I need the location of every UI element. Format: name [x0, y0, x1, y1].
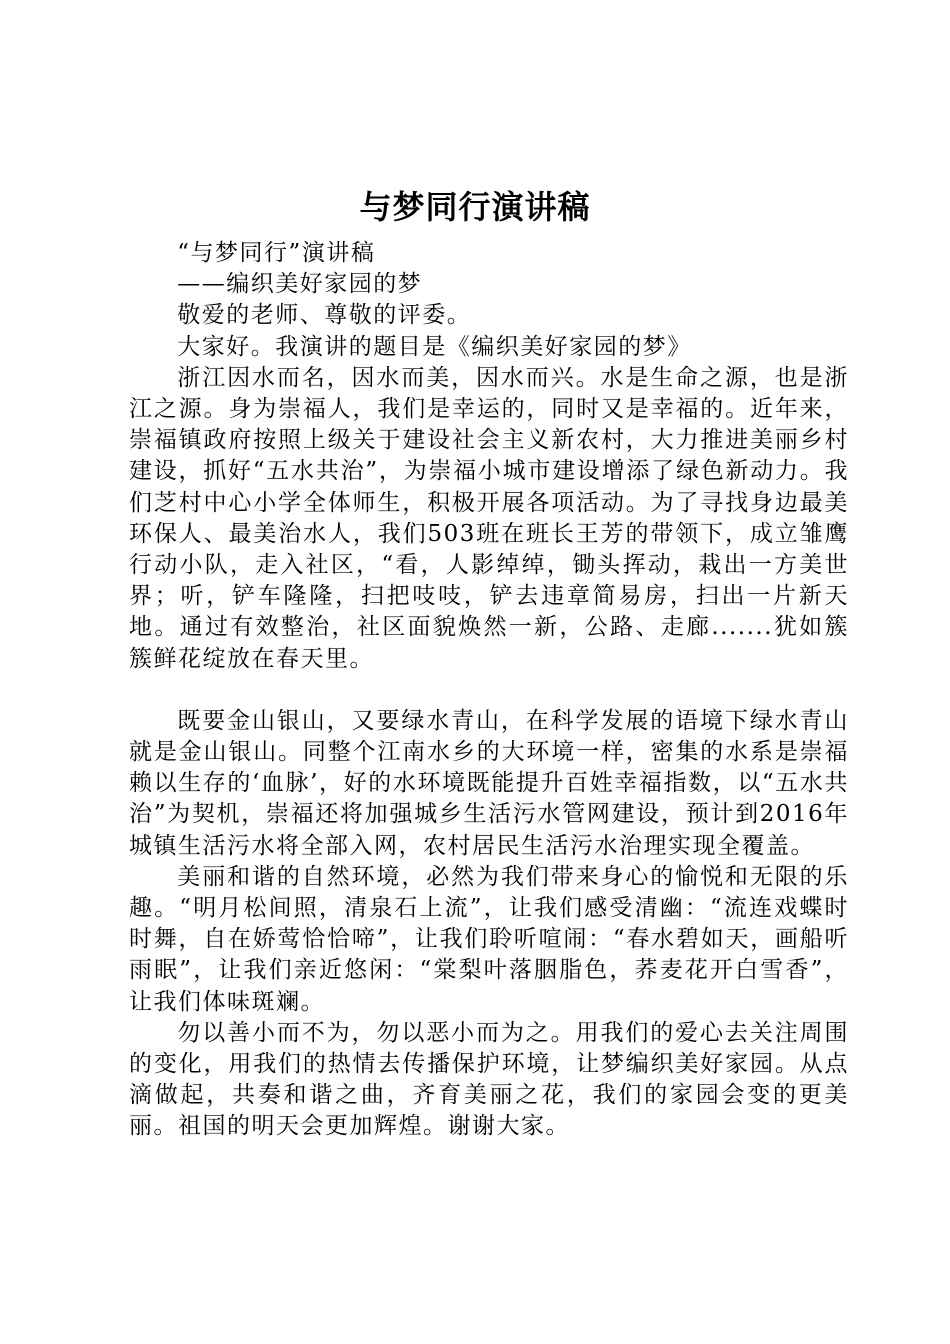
speech-heading: “与梦同行”演讲稿: [177, 240, 376, 266]
body-paragraph: 美丽和谐的自然环境，必然为我们带来身心的愉悦和无限的乐趣。“明月松间照，清泉石上流”，让我们感受清幽：“流连戏蝶时时舞，自在娇莺恰恰啼”，让我们聆听喧闹：“春水碧如天，画船听雨眠”，让我们亲近悠闲：“棠梨叶落胭脂色，荞麦花开白雪香”，让我们体味斑斓。: [129, 863, 849, 1015]
body-paragraph: 浙江因水而名，因水而美，因水而兴。水是生命之源，也是浙江之源。身为崇福人，我们是幸运的，同时又是幸福的。近年来，崇福镇政府按照上级关于建设社会主义新农村，大力推进美丽乡村建设，抓好“五水共治”，为崇福小城市建设增添了绿色新动力。我们芝村中心小学全体师生，积极开展各项活动。为了寻找身边最美环保人、最美治水人，我们503班在班长王芳的带领下，成立雏鹰行动小队，走入社区，“看，人影绰绰，锄头挥动，栽出一方美世界；听，铲车隆隆，扫把吱吱，铲去违章简易房，扫出一片新天地。通过有效整治，社区面貌焕然一新，公路、走廊.......犹如簇簇鲜花绽放在春天里。: [129, 364, 849, 672]
closing-paragraph: 勿以善小而不为，勿以恶小而为之。用我们的爱心去关注周围的变化，用我们的热情去传播保护环境，让梦编织美好家园。从点滴做起，共奏和谐之曲，齐育美丽之花，我们的家园会变的更美丽。祖国的明天会更加辉煌。谢谢大家。: [129, 1019, 849, 1140]
greeting: 大家好。我演讲的题目是《编织美好家园的梦》: [177, 333, 692, 360]
document-title: 与梦同行演讲稿: [359, 188, 591, 226]
document-body: [129, 238, 849, 1143]
body-paragraph: 既要金山银山，又要绿水青山，在科学发展的语境下绿水青山就是金山银山。同整个江南水乡的大环境一样，密集的水系是崇福赖以生存的‘血脉’，好的水环境既能提升百姓幸福指数，以“五水共治”为契机，崇福还将加强城乡生活污水管网建设，预计到2016年城镇生活污水将全部入网，农村居民生活污水治理实现全覆盖。: [129, 707, 849, 859]
salutation: 敬爱的老师、尊敬的评委。: [177, 302, 472, 329]
speech-subtitle: ——编织美好家园的梦: [177, 271, 423, 298]
